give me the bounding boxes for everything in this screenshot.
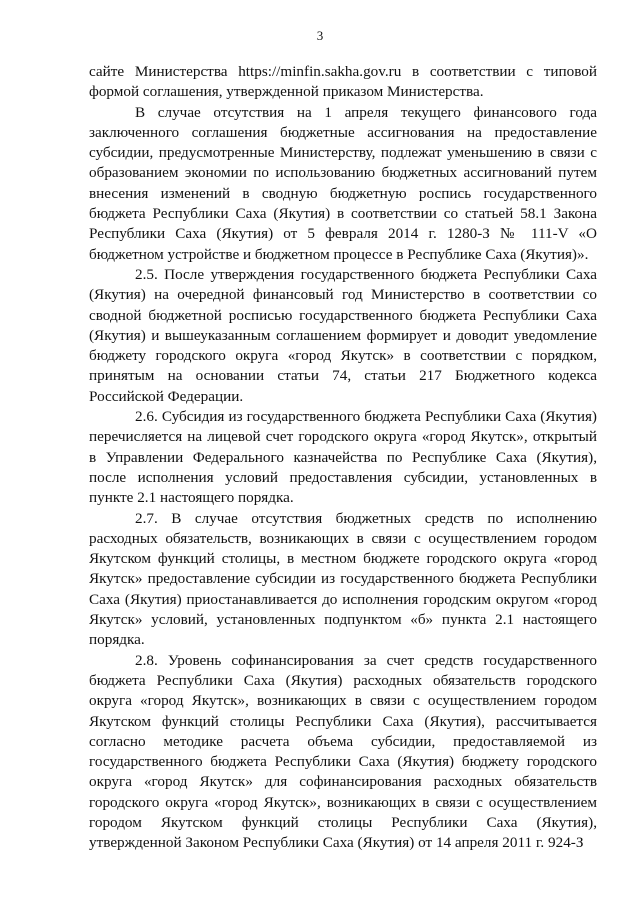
- document-body: [89, 62, 597, 854]
- paragraph-subsidy-absence: В случае отсутствия на 1 апреля текущего финансового года заключенного соглашения бюджетные ассигнования на предоставление субсидии, предусмотренные Министерству, подлежат уменьшению в связи с образованием экономии по использованию бюджетных ассигнований путем внесения изменений в сводную бюджетную роспись государственного бюджета Республики Саха (Якутия) в соответствии со статьей 58.1 Закона Республики Саха (Якутия) от 5 февраля 2014 г. 1280-З № 111-V «О бюджетном устройстве и бюджетном процессе в Республике Саха (Якутия)».: [89, 103, 597, 263]
- paragraph-2-5: 2.5. После утверждения государственного бюджета Республики Саха (Якутия) на очередной финансовый год Министерство в соответствии со сводной бюджетной росписью государственного бюджета Республики Саха (Якутия) и вышеуказанным соглашением формирует и доводит уведомление бюджету городского округа «город Якутск» в соответствии с порядком, принятым на основании статьи 74, статьи 217 Бюджетного кодекса Российской Федерации.: [89, 265, 597, 405]
- paragraph-continuation: сайте Министерства https://minfin.sakha.gov.ru в соответствии с типовой формой соглашения, утвержденной приказом Министерства.: [89, 63, 597, 101]
- paragraph-2-6: 2.6. Субсидия из государственного бюджета Республики Саха (Якутия) перечисляется на лицевой счет городского округа «город Якутск», открытый в Управлении Федерального казначейства по Республике Саха (Якутия), после исполнения условий предоставления субсидии, установленных в пункте 2.1 настоящего порядка.: [89, 408, 597, 507]
- page-number: 3: [316, 28, 324, 43]
- paragraph-2-8: 2.8. Уровень софинансирования за счет средств государственного бюджета Республики Саха (Якутия) расходных обязательств городского округа «город Якутск», возникающих в связи с осуществлением городом Якутском функций столицы Республики Саха (Якутия), рассчитывается согласно методике расчета объема субсидии, предоставляемой из государственного бюджета Республики Саха (Якутия) бюджету городского округа «город Якутск» для софинансирования расходных обязательств городского округа «город Якутск», возникающих в связи с осуществлением городом Якутском функций столицы Республики Саха (Якутия), утвержденной Законом Республики Саха (Якутия) от 14 апреля 2011 г. 924-З: [89, 651, 597, 852]
- paragraph-2-7: 2.7. В случае отсутствия бюджетных средств по исполнению расходных обязательств, возникающих в связи с осуществлением городом Якутском функций столицы, в местном бюджете городского округа «город Якутск» предоставление субсидии из государственного бюджета Республики Саха (Якутия) приостанавливается до исполнения городским округом «город Якутск» условий, установленных подпунктом «б» пункта 2.1 настоящего порядка.: [89, 509, 597, 649]
